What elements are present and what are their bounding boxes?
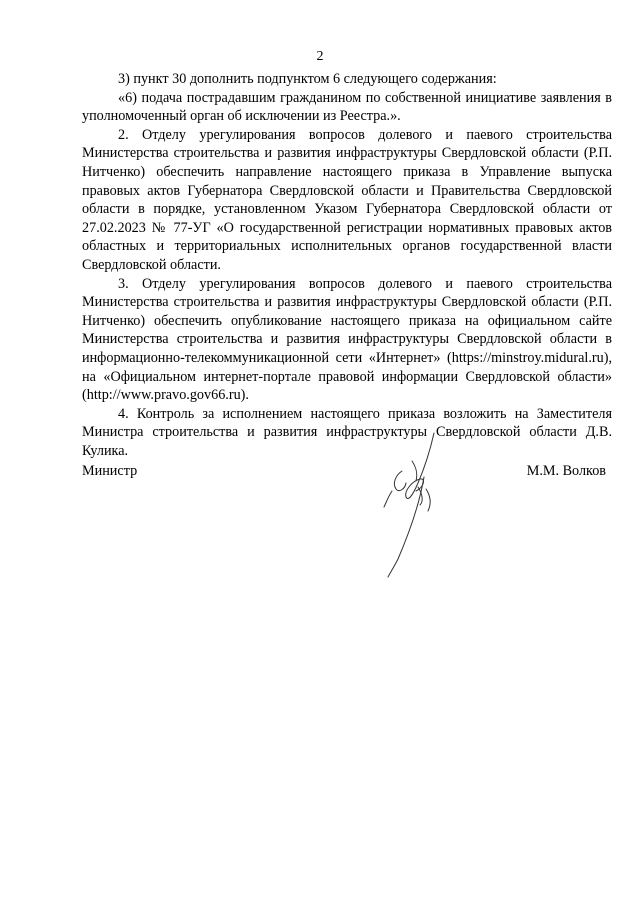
paragraph-4: 4. Контроль за исполнением настоящего приказа возложить на Заместителя Министра строительства и развития инфраструктуры Свердловской области Д.В. Кулика. (82, 405, 612, 459)
signatory-title: Министр (82, 463, 138, 479)
document-body (82, 70, 612, 460)
handwritten-signature (372, 431, 452, 581)
paragraph-subitem-6: «6) подача пострадавшим гражданином по собственной инициативе заявления в уполномоченный орган об исключении из Реестра.». (82, 89, 612, 125)
paragraph-2: 2. Отделу урегулирования вопросов долевого и паевого строительства Министерства строительства и развития инфраструктуры Свердловской области (Р.П. Нитченко) обеспечить направление настоящего приказа в Управление выпуска правовых актов Губернатора Свердловской области и Правительства Свердловской области в порядке, установленном Указом Губернатора Свердловской области от 27.02.2023 № 77-УГ «О государственной регистрации нормативных правовых актов областных и территориальных исполнительных органов государственной власти Свердловской области. (82, 126, 612, 273)
signature-block (82, 463, 612, 583)
signatory-name: М.М. Волков (526, 463, 606, 479)
paragraph-3: 3. Отделу урегулирования вопросов долевого и паевого строительства Министерства строительства и развития инфраструктуры Свердловской области (Р.П. Нитченко) обеспечить опубликование настоящего приказа на официальном сайте Министерства строительства и развития инфраструктуры Свердловской области в информационно-телекоммуникационной сети «Интернет» (https://minstroy.midural.ru), на «Официальном интернет-портале правовой информации Свердловской области» (http://www.pravo.gov66.ru). (82, 275, 612, 404)
page-number: 2 (316, 49, 324, 64)
paragraph-item-3: 3) пункт 30 дополнить подпунктом 6 следующего содержания: (118, 71, 497, 87)
